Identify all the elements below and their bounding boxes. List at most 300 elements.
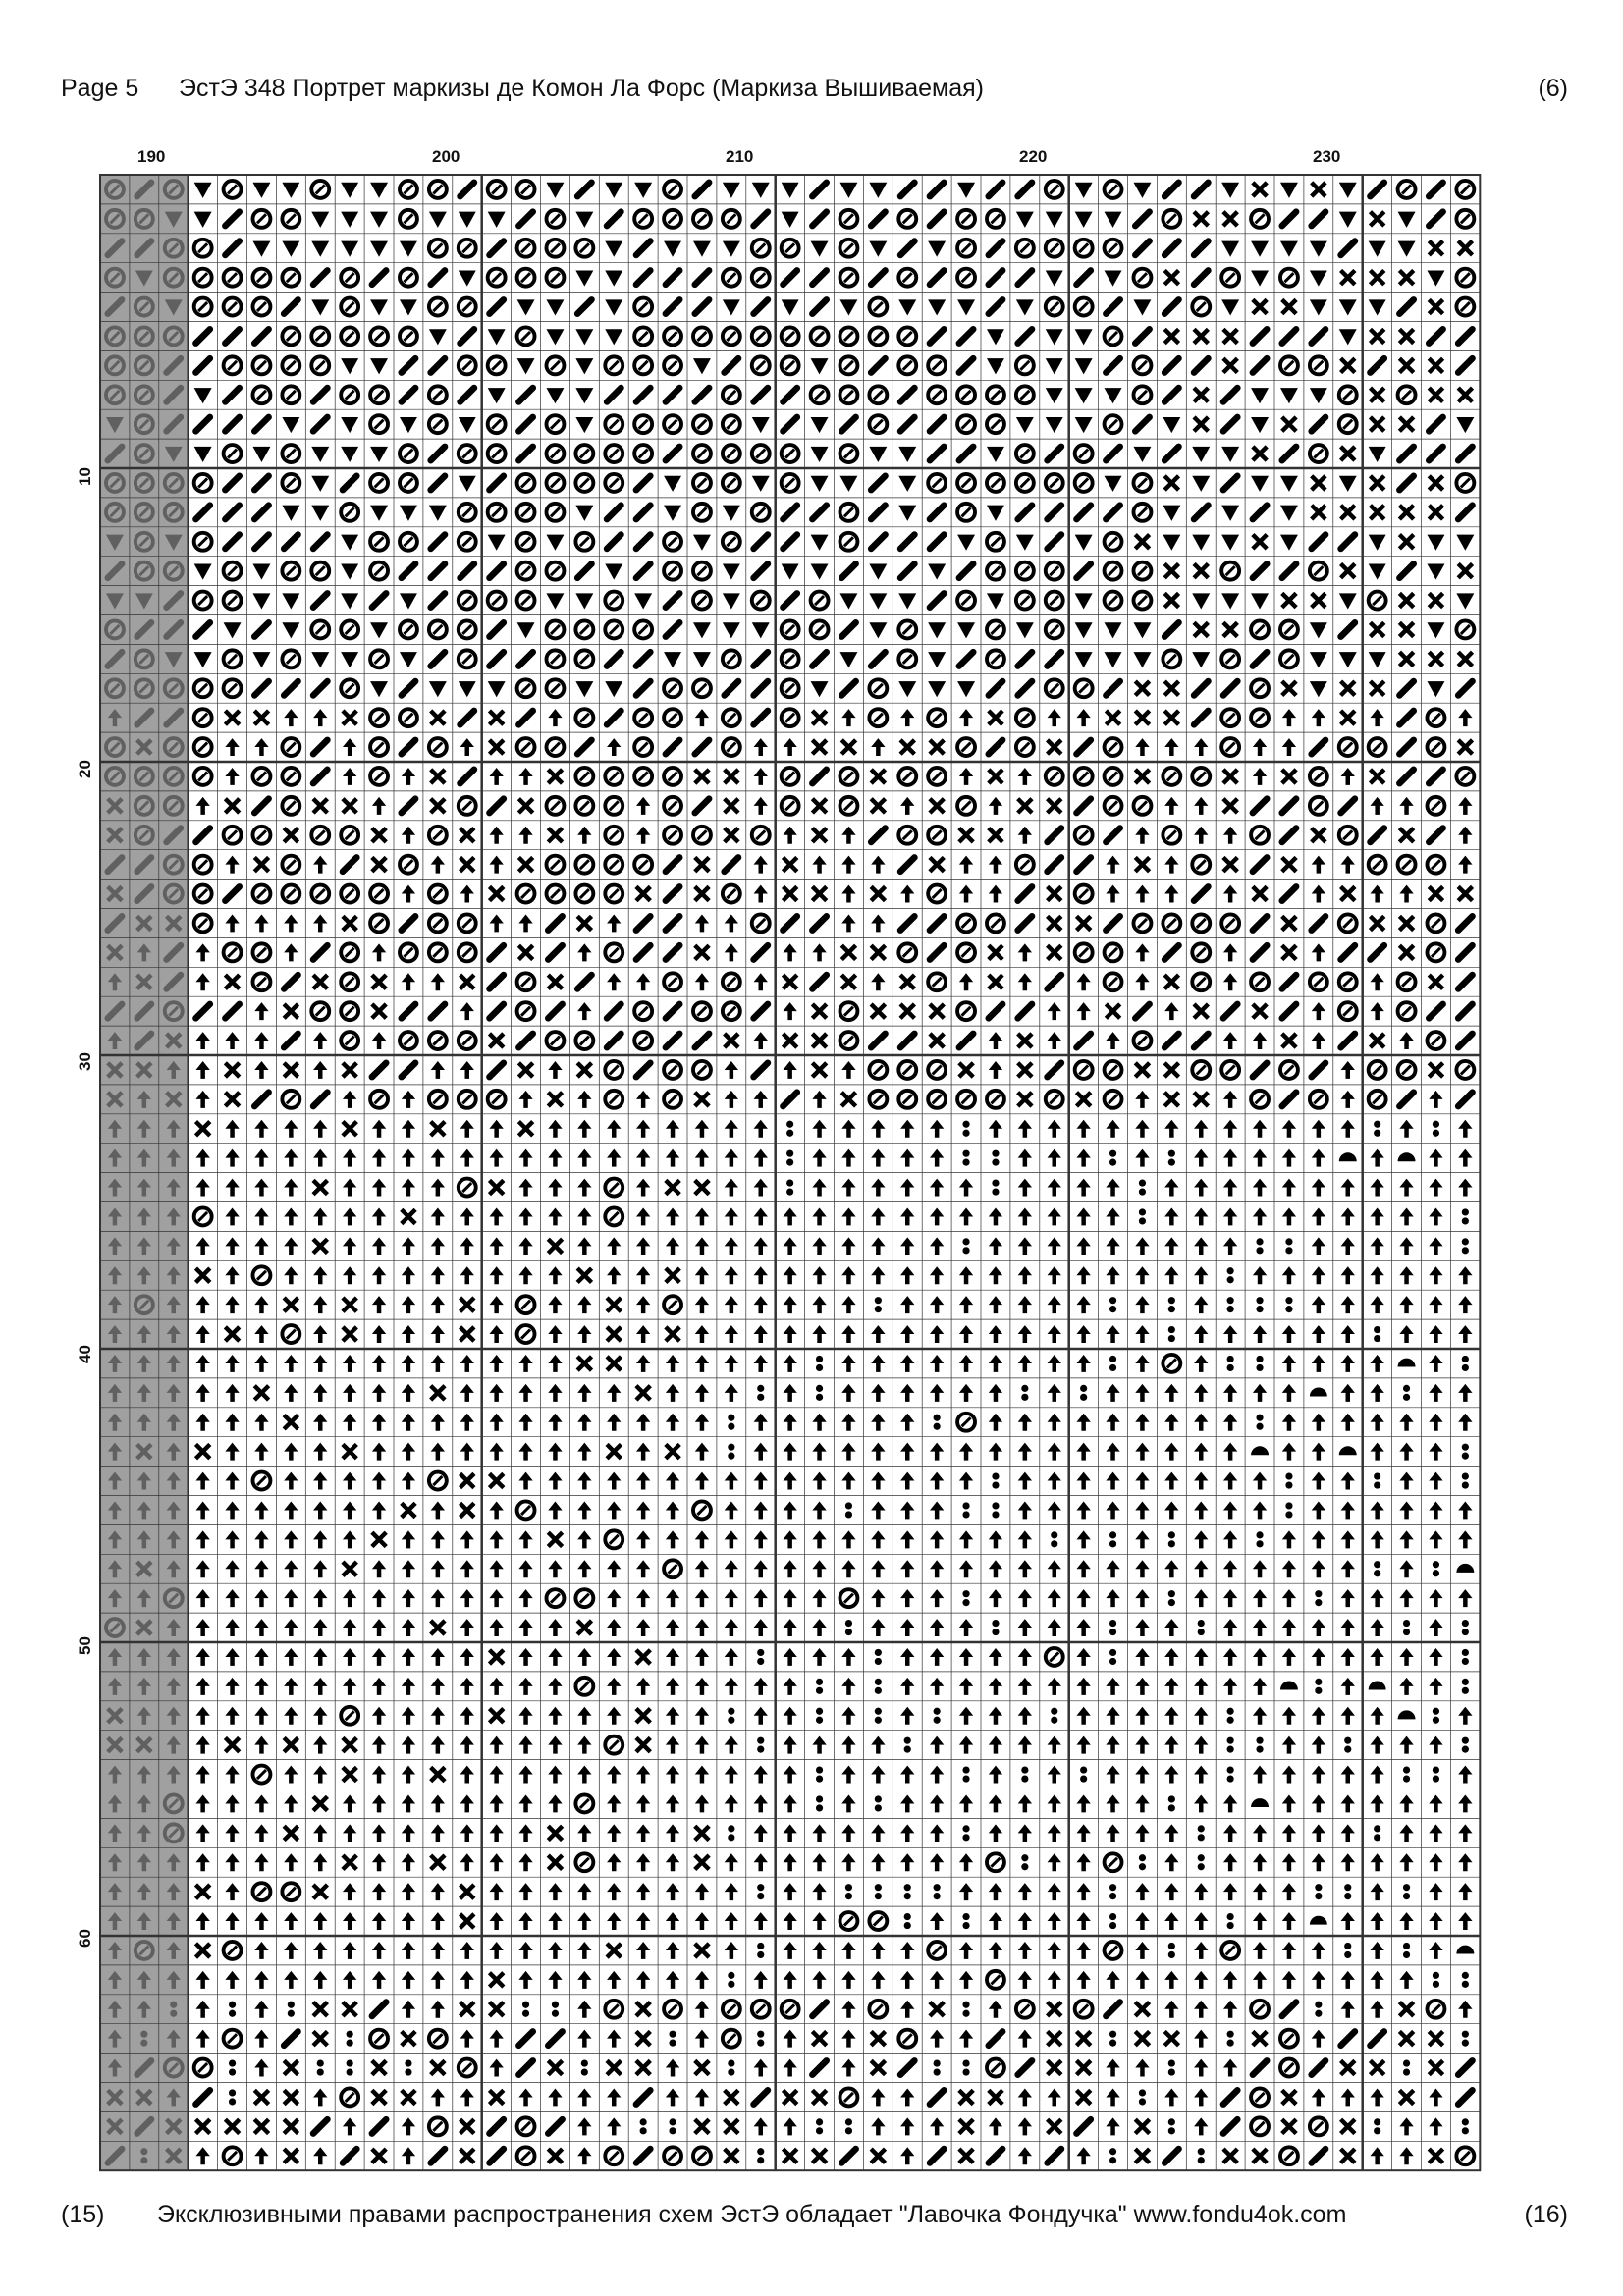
symbol-arrow (284, 1443, 298, 1461)
symbol-slash (1020, 596, 1029, 605)
symbol-arrow (195, 1912, 209, 1930)
symbol-slash (1020, 2004, 1029, 2013)
symbol-colon-dot (1462, 2118, 1469, 2125)
symbol-colon-dot (347, 2031, 353, 2038)
symbol-arrow (1164, 1824, 1178, 1842)
symbol-arrow (343, 2117, 356, 2135)
symbol-arrow (1370, 1296, 1383, 1313)
symbol-colon-dot (140, 2031, 147, 2038)
symbol-arrow (1164, 1266, 1178, 1284)
symbol-arrow (871, 1266, 885, 1284)
symbol-slash (1343, 391, 1352, 400)
symbol-arrow (460, 1355, 474, 1372)
symbol-triangle (400, 241, 417, 257)
symbol-bar (489, 299, 503, 313)
symbol-arrow (284, 1560, 298, 1577)
symbol-arrow (1223, 1472, 1237, 1490)
symbol-triangle (1075, 358, 1093, 374)
symbol-arrow (1048, 1032, 1061, 1049)
symbol-arrow (1076, 1501, 1090, 1519)
symbol-arrow (518, 1853, 532, 1871)
symbol-bar (636, 506, 650, 519)
symbol-arrow (666, 1824, 679, 1842)
symbol-arrow (607, 1883, 621, 1900)
symbol-bar (871, 1034, 885, 1047)
symbol-bar (900, 857, 914, 871)
symbol-arrow (636, 1355, 650, 1372)
symbol-arrow (1018, 1560, 1032, 1577)
symbol-arrow (695, 1355, 709, 1372)
symbol-arrow (254, 2059, 268, 2077)
symbol-bar (431, 563, 445, 577)
symbol-arrow (989, 1443, 1002, 1461)
symbol-bar (402, 740, 415, 754)
symbol-bar (195, 622, 209, 636)
symbol-arrow (284, 1971, 298, 1989)
symbol-arrow (225, 856, 239, 874)
symbol-slash (991, 214, 1000, 223)
symbol-slash (433, 391, 442, 400)
symbol-slash (962, 273, 971, 282)
symbol-slash (1373, 743, 1381, 752)
symbol-bar (1429, 212, 1442, 226)
symbol-colon-dot (1374, 1561, 1380, 1568)
symbol-arrow (1194, 1912, 1208, 1930)
symbol-arrow (402, 1883, 415, 1900)
symbol-bar (1282, 329, 1296, 343)
symbol-slash (316, 332, 325, 341)
symbol-bar (195, 506, 209, 519)
symbol-slash (551, 684, 560, 693)
symbol-triangle (1221, 593, 1239, 609)
symbol-arrow (1076, 1325, 1090, 1343)
symbol-arrow (343, 1237, 356, 1255)
symbol-arrow (1194, 2030, 1208, 2048)
symbol-slash (1109, 978, 1117, 987)
symbol-arrow (636, 1619, 650, 1636)
symbol-arrow (1370, 1736, 1383, 1754)
symbol-triangle (1280, 388, 1298, 403)
symbol-arrow (489, 1120, 503, 1138)
symbol-bar (1312, 535, 1325, 549)
symbol-arrow (254, 2147, 268, 2164)
symbol-bar (754, 652, 768, 666)
symbol-arrow (1458, 1179, 1472, 1197)
symbol-slash (1167, 214, 1176, 223)
symbol-triangle (1192, 447, 1210, 462)
symbol-arrow (1194, 738, 1208, 756)
symbol-triangle (488, 388, 506, 403)
footer-left-number: (15) (61, 2201, 105, 2228)
symbol-colon-dot (669, 2031, 676, 2038)
symbol-slash (610, 2152, 619, 2161)
symbol-bar (783, 388, 796, 401)
symbol-bar (225, 535, 239, 549)
symbol-bar (1458, 358, 1472, 372)
symbol-arrow (695, 1736, 709, 1754)
symbol-triangle (282, 506, 299, 521)
symbol-bar (1370, 945, 1383, 959)
symbol-colon-dot (1168, 1804, 1175, 1811)
symbol-slash (874, 332, 883, 341)
symbol-arrow (284, 1266, 298, 1284)
symbol-arrow (754, 1032, 768, 1049)
symbol-bar (812, 270, 826, 284)
symbol-slash (316, 361, 325, 370)
symbol-bar (254, 799, 268, 813)
symbol-arrow (402, 2117, 415, 2135)
symbol-arrow (460, 1648, 474, 1666)
symbol-arrow (959, 709, 973, 726)
symbol-colon-dot (962, 1247, 969, 1254)
symbol-slash (697, 1065, 706, 1074)
symbol-colon-dot (1433, 1121, 1439, 1128)
symbol-colon-dot (1021, 1394, 1028, 1401)
symbol-arrow (1370, 1971, 1383, 1989)
symbol-arrow (518, 1883, 532, 1900)
symbol-bar (225, 241, 239, 255)
symbol-slash (433, 1476, 442, 1485)
symbol-slash (1256, 830, 1265, 839)
symbol-arrow (1135, 1149, 1149, 1167)
symbol-arrow (1282, 1149, 1296, 1167)
symbol-slash (1197, 919, 1206, 928)
symbol-slash (346, 625, 354, 634)
symbol-slash (962, 243, 971, 252)
symbol-arrow (1458, 1912, 1472, 1930)
symbol-bar (1253, 358, 1267, 372)
symbol-arrow (489, 1736, 503, 1754)
symbol-bar (1458, 1034, 1472, 1047)
symbol-arrow (254, 1325, 268, 1343)
symbol-arrow (1076, 1237, 1090, 1255)
symbol-arrow (1076, 1942, 1090, 1959)
symbol-triangle (370, 183, 388, 198)
symbol-arrow (372, 1266, 386, 1284)
symbol-triangle (341, 241, 358, 257)
symbol-arrow (841, 1560, 855, 1577)
symbol-bar (1194, 241, 1208, 255)
symbol-bar (460, 770, 474, 783)
symbol-slash (287, 860, 296, 869)
symbol-arrow (225, 1032, 239, 1049)
symbol-arrow (636, 1179, 650, 1197)
symbol-arrow (518, 1971, 532, 1989)
symbol-arrow (930, 1619, 944, 1636)
symbol-slash (1256, 2122, 1265, 2131)
symbol-triangle (282, 593, 299, 609)
symbol-slash (697, 2152, 706, 2161)
symbol-colon-dot (904, 1884, 911, 1891)
symbol-arrow (930, 1325, 944, 1343)
symbol-bar (1253, 563, 1267, 577)
symbol-arrow (871, 1179, 885, 1197)
symbol-slash (521, 2122, 530, 2131)
symbol-colon-dot (1198, 1863, 1205, 1870)
symbol-arrow (1048, 1853, 1061, 1871)
symbol-arrow (900, 1296, 914, 1313)
symbol-bar (666, 622, 679, 636)
symbol-bar (636, 916, 650, 930)
symbol-arrow (372, 1296, 386, 1313)
symbol-arrow (195, 1560, 209, 1577)
symbol-arrow (1282, 1619, 1296, 1636)
symbol-arrow (577, 1120, 591, 1138)
symbol-colon-dot (581, 2059, 588, 2066)
symbol-arrow (636, 973, 650, 990)
symbol-slash (1314, 772, 1323, 780)
symbol-arrow (1370, 1707, 1383, 1725)
symbol-bar (1282, 975, 1296, 988)
symbol-arrow (1458, 1589, 1472, 1607)
symbol-arrow (313, 1384, 327, 1402)
symbol-slash (433, 889, 442, 898)
symbol-bar (1370, 2031, 1383, 2045)
symbol-arrow (343, 1912, 356, 1930)
symbol-arrow (343, 1678, 356, 1695)
symbol-slash (727, 214, 735, 223)
symbol-arrow (225, 1266, 239, 1284)
symbol-colon-dot (1168, 1297, 1175, 1304)
symbol-arrow (195, 1648, 209, 1666)
symbol-arrow (783, 1002, 796, 1020)
symbol-slash (933, 1095, 942, 1103)
symbol-arrow (431, 1179, 445, 1197)
symbol-slash (1109, 332, 1117, 341)
symbol-arrow (343, 1355, 356, 1372)
symbol-arrow (783, 2030, 796, 2048)
symbol-slash (639, 625, 648, 634)
symbol-bar (313, 270, 327, 284)
symbol-arrow (402, 1443, 415, 1461)
symbol-triangle (1016, 417, 1034, 433)
symbol-arrow (1341, 1912, 1355, 1930)
symbol-bar (577, 183, 591, 196)
symbol-slash (462, 801, 471, 810)
symbol-arrow (1370, 1179, 1383, 1197)
symbol-arrow (989, 856, 1002, 874)
row-label-30: 30 (76, 1052, 94, 1071)
symbol-arrow (195, 1530, 209, 1548)
symbol-arrow (1018, 1179, 1032, 1197)
symbol-colon-dot (1109, 1922, 1116, 1929)
symbol-arrow (725, 1560, 738, 1577)
symbol-slash (521, 332, 530, 341)
symbol-arrow (1135, 1589, 1149, 1607)
symbol-arrow (313, 1207, 327, 1225)
symbol-slash (1109, 772, 1117, 780)
symbol-arrow (548, 1883, 562, 1900)
symbol-arrow (695, 1296, 709, 1313)
symbol-colon-dot (1374, 1570, 1380, 1576)
symbol-arrow (695, 1794, 709, 1812)
symbol-arrow (313, 2088, 327, 2106)
symbol-bar (1018, 329, 1032, 343)
symbol-colon-dot (816, 2118, 823, 2125)
symbol-colon-dot (962, 1130, 969, 1137)
symbol-slash (228, 830, 237, 839)
symbol-arrow (607, 1501, 621, 1519)
symbol-arrow (489, 1414, 503, 1431)
symbol-slash (1402, 391, 1411, 400)
symbol-bar (1194, 270, 1208, 284)
symbol-slash (198, 919, 207, 928)
symbol-arrow (254, 1237, 268, 1255)
symbol-arrow (841, 1648, 855, 1666)
symbol-arrow (1194, 1120, 1208, 1138)
symbol-colon-dot (1227, 1356, 1234, 1362)
symbol-triangle (987, 329, 1004, 345)
symbol-arrow (431, 1266, 445, 1284)
symbol-arrow (1223, 1149, 1237, 1167)
symbol-slash (933, 1065, 942, 1074)
symbol-slash (287, 743, 296, 752)
symbol-arrow (548, 1472, 562, 1490)
symbol-arrow (666, 1678, 679, 1695)
symbol-arrow (989, 1824, 1002, 1842)
symbol-triangle (1369, 241, 1386, 257)
symbol-arrow (812, 1179, 826, 1197)
symbol-slash (433, 302, 442, 311)
symbol-colon-dot (816, 1394, 823, 1401)
symbol-arrow (900, 1589, 914, 1607)
symbol-colon-dot (1227, 1364, 1234, 1371)
symbol-colon-dot (552, 2010, 559, 2017)
symbol-slash (404, 185, 412, 193)
symbol-arrow (402, 1736, 415, 1754)
symbol-slash (903, 948, 912, 957)
symbol-triangle (1251, 270, 1269, 286)
symbol-arrow (284, 1472, 298, 1490)
symbol-arrow (1399, 1530, 1413, 1548)
symbol-arrow (871, 856, 885, 874)
symbol-bar (754, 945, 768, 959)
symbol-slash (404, 537, 412, 546)
symbol-colon-dot (1315, 1590, 1322, 1597)
symbol-arrow (930, 1736, 944, 1754)
symbol-triangle (752, 183, 770, 198)
symbol-slash (610, 860, 619, 869)
symbol-arrow (372, 1853, 386, 1871)
symbol-arrow (1429, 1501, 1442, 1519)
symbol-slash (697, 1506, 706, 1515)
symbol-arrow (1018, 1237, 1032, 1255)
symbol-bar (754, 711, 768, 724)
symbol-arrow (666, 1648, 679, 1666)
symbol-arrow (666, 1237, 679, 1255)
symbol-colon-dot (1374, 1130, 1380, 1137)
symbol-arrow (1312, 1002, 1325, 1020)
symbol-arrow (1399, 2117, 1413, 2135)
symbol-arrow (577, 1472, 591, 1490)
symbol-arrow (1399, 1501, 1413, 1519)
symbol-slash (1020, 361, 1029, 370)
symbol-arrow (900, 1824, 914, 1842)
symbol-slash (257, 1271, 266, 1280)
symbol-arrow (1194, 1472, 1208, 1490)
symbol-slash (257, 830, 266, 839)
symbol-slash (1020, 450, 1029, 458)
symbol-arrow (577, 1707, 591, 1725)
symbol-arrow (518, 1384, 532, 1402)
symbol-bar (900, 563, 914, 577)
symbol-arrow (812, 1971, 826, 1989)
symbol-arrow (1429, 1237, 1442, 1255)
symbol-bar (989, 740, 1002, 754)
symbol-colon-dot (1374, 2118, 1380, 2125)
symbol-bar (402, 563, 415, 577)
symbol-arrow (1399, 1912, 1413, 1930)
symbol-arrow (783, 1560, 796, 1577)
symbol-colon-dot (1462, 1356, 1469, 1362)
symbol-arrow (548, 1766, 562, 1784)
symbol-colon-dot (1227, 1746, 1234, 1753)
symbol-slash (1079, 772, 1088, 780)
symbol-triangle (1280, 535, 1298, 551)
symbol-arrow (518, 1237, 532, 1255)
symbol-colon-dot (1168, 1326, 1175, 1333)
symbol-arrow (225, 1619, 239, 1636)
symbol-arrow (1106, 1384, 1119, 1402)
symbol-slash (551, 1594, 560, 1603)
symbol-arrow (402, 1824, 415, 1842)
symbol-arrow (930, 1237, 944, 1255)
symbol-bar (930, 506, 944, 519)
symbol-arrow (195, 1296, 209, 1313)
symbol-slash (492, 361, 501, 370)
symbol-arrow (930, 1149, 944, 1167)
symbol-triangle (987, 358, 1004, 374)
symbol-triangle (370, 358, 388, 374)
symbol-slash (404, 625, 412, 634)
symbol-arrow (725, 1619, 738, 1636)
symbol-arrow (754, 1414, 768, 1431)
symbol-arrow (489, 1794, 503, 1812)
symbol-arrow (959, 1325, 973, 1343)
symbol-slash (404, 714, 412, 722)
symbol-arrow (284, 1853, 298, 1871)
symbol-arrow (1048, 1149, 1061, 1167)
symbol-arrow (725, 1853, 738, 1871)
symbol-arrow (577, 1384, 591, 1402)
symbol-arrow (1018, 1266, 1032, 1284)
symbol-triangle (341, 358, 358, 374)
symbol-arrow (841, 1325, 855, 1343)
symbol-arrow (1341, 856, 1355, 874)
symbol-arrow (783, 827, 796, 844)
symbol-arrow (1106, 1120, 1119, 1138)
symbol-arrow (1399, 1648, 1413, 1666)
symbol-triangle (1280, 183, 1298, 198)
symbol-arrow (871, 1414, 885, 1431)
symbol-bar (607, 388, 621, 401)
symbol-arrow (1194, 797, 1208, 815)
symbol-arrow (254, 1032, 268, 1049)
symbol-bar (636, 476, 650, 490)
symbol-arrow (1048, 1589, 1061, 1607)
symbol-arrow (577, 1237, 591, 1255)
symbol-bar (841, 681, 855, 695)
symbol-arrow (812, 1207, 826, 1225)
symbol-slash (1109, 1065, 1117, 1074)
symbol-arrow (1164, 1912, 1178, 1930)
symbol-slash (228, 596, 237, 605)
symbol-arrow (518, 1443, 532, 1461)
symbol-arrow (1341, 2088, 1355, 2106)
symbol-arrow (636, 1266, 650, 1284)
symbol-slash (991, 420, 1000, 429)
symbol-slash (785, 243, 794, 252)
